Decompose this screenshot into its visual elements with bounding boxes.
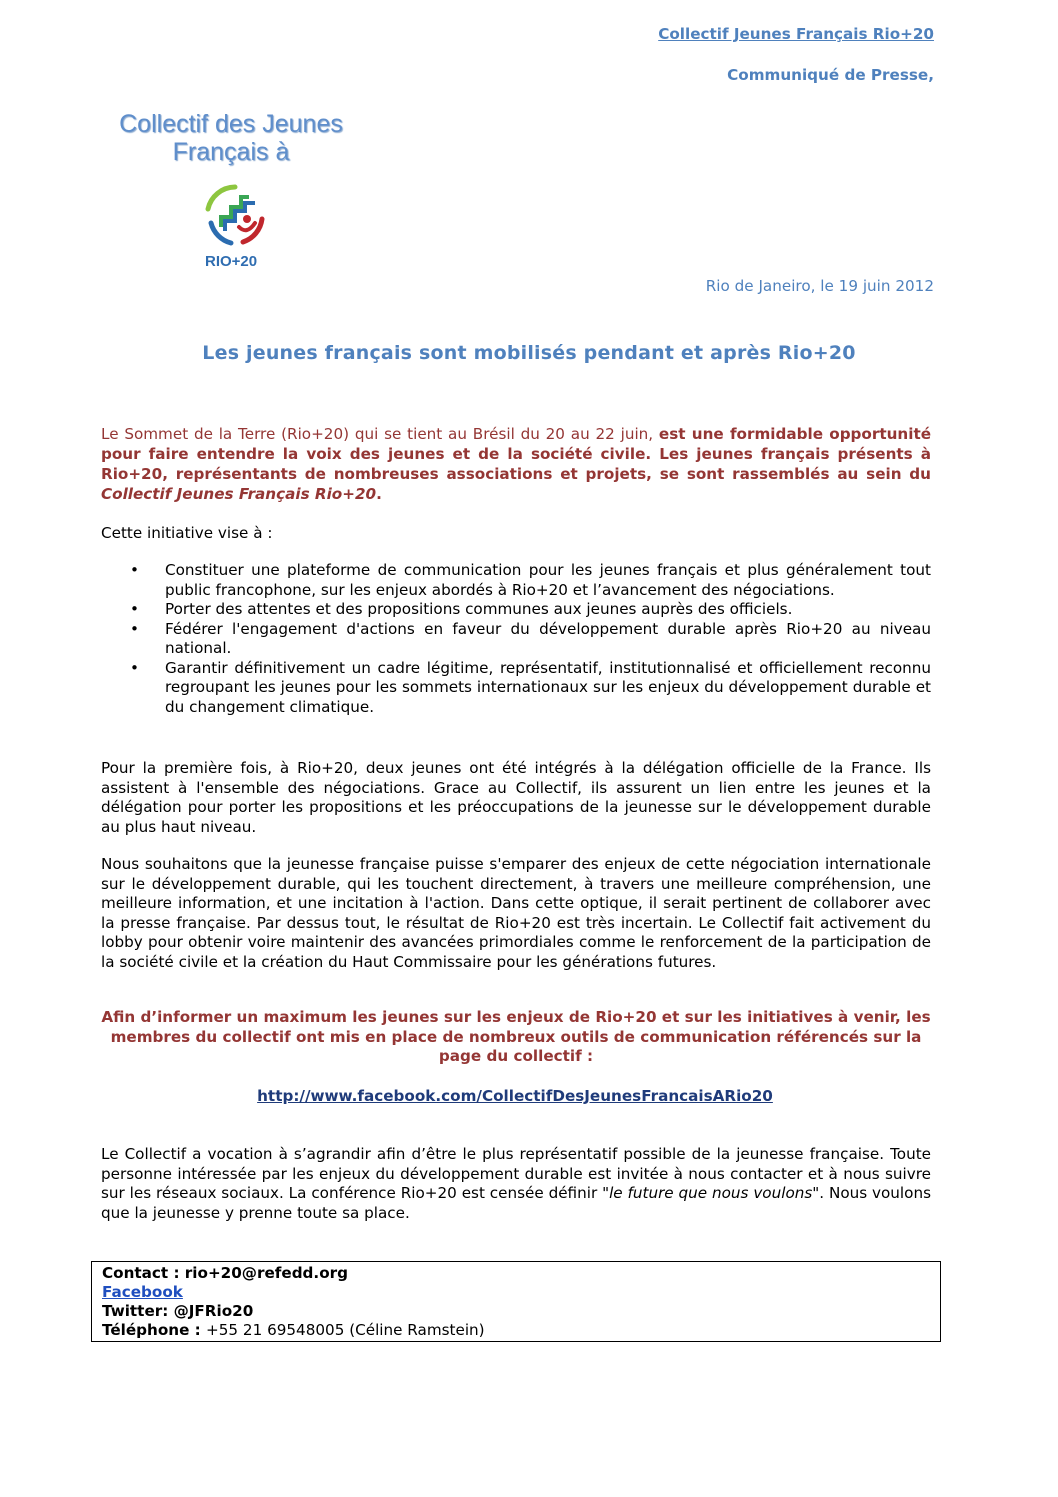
bullet-icon: • <box>130 619 139 638</box>
header-org-link[interactable]: Collectif Jeunes Français Rio+20 <box>658 25 934 43</box>
call-to-action: Afin d’informer un maximum les jeunes sur les enjeux de Rio+20 et sur les initiatives à venir, les membres du collectif ont mis en place de nombreux outils de communication référencés sur la page du collectif : <box>101 1008 931 1065</box>
objectives-list <box>101 561 931 717</box>
delegation-paragraph: Pour la première fois, à Rio+20, deux jeunes ont été intégrés à la délégation officielle de la France. Ils assistent à l'ensemble des négociations. Grace au Collectif, ils assurent un lien entre les jeunes et la délégation pour porter les propositions et les préoccupations de la jeunesse sur le développement durable au plus haut niveau. <box>101 759 931 836</box>
contact-twitter[interactable]: Twitter: @JFRio20 <box>102 1302 254 1320</box>
facebook-url-link[interactable]: http://www.facebook.com/CollectifDesJeunesFrancaisARio20 <box>257 1087 773 1105</box>
list-item: • Constituer une plateforme de communication pour les jeunes français et plus généralement tout public francophone, sur les enjeux abordés à Rio+20 et l’avancement des négociations. <box>130 561 931 599</box>
contact-phone: Téléphone : +55 21 69548005 (Céline Ramstein) <box>102 1321 485 1339</box>
page-title: Les jeunes français sont mobilisés pendant et après Rio+20 <box>202 342 856 364</box>
document-type: Communiqué de Presse, <box>727 66 934 84</box>
bullet-icon: • <box>130 658 139 677</box>
logo-title: Collectif des Jeunes Français à <box>119 110 343 166</box>
rio20-emblem-icon <box>203 183 267 247</box>
date: Rio de Janeiro, le 19 juin 2012 <box>705 277 934 295</box>
logo <box>96 110 366 275</box>
facebook-link[interactable]: Facebook <box>102 1283 183 1301</box>
bullet-icon: • <box>130 561 139 579</box>
intro-paragraph: Le Sommet de la Terre (Rio+20) qui se tient au Brésil du 20 au 22 juin, est une formidable opportunité pour faire entendre la voix des jeunes et de la société civile. Les jeunes français présents à Rio+20, représentants de nombreuses associations et projets, se sont rassemblés au sein du Collectif Jeunes Français Rio+20. <box>101 425 932 503</box>
list-item: • Porter des attentes et des propositions communes aux jeunes auprès des officiels. <box>130 600 793 618</box>
list-item: • Fédérer l'engagement d'actions en faveur du développement durable après Rio+20 au niveau national. <box>130 619 931 657</box>
list-item: • Garantir définitivement un cadre légitime, représentatif, institutionnalisé et officiellement reconnu regroupant les jeunes pour les sommets internationaux sur les enjeux du développement durable et du changement climatique. <box>130 658 931 716</box>
logo-caption: RIO+20 <box>205 253 258 270</box>
bullet-icon: • <box>130 600 139 618</box>
closing-paragraph: Le Collectif a vocation à s’agrandir afin d’être le plus représentatif possible de la jeunesse française. Toute personne intéressée par les enjeux du développement durable est invitée à nous contacter et à nous suivre sur les réseaux sociaux. La conférence Rio+20 est censée définir "le future que nous voulons". Nous voulons que la jeunesse y prenne toute sa place. <box>101 1145 931 1222</box>
initiative-intro: Cette initiative vise à : <box>101 524 273 542</box>
contact-email[interactable]: Contact : rio+20@refedd.org <box>102 1264 348 1282</box>
contact-box <box>91 1261 941 1342</box>
goals-paragraph: Nous souhaitons que la jeunesse française puisse s'emparer des enjeux de cette négociation internationale sur le développement durable, qui les touchent directement, à travers une meilleure compréhension, une meilleure information, et une incitation à l'action. Dans cette optique, il serait pertinent de collaborer avec la presse française. Par dessus tout, le résultat de Rio+20 est très incertain. Le Collectif fait activement du lobby pour obtenir voire maintenir des avancées primordiales comme le renforcement de la participation de la société civile et la création du Haut Commissaire pour les générations futures. <box>101 855 931 971</box>
